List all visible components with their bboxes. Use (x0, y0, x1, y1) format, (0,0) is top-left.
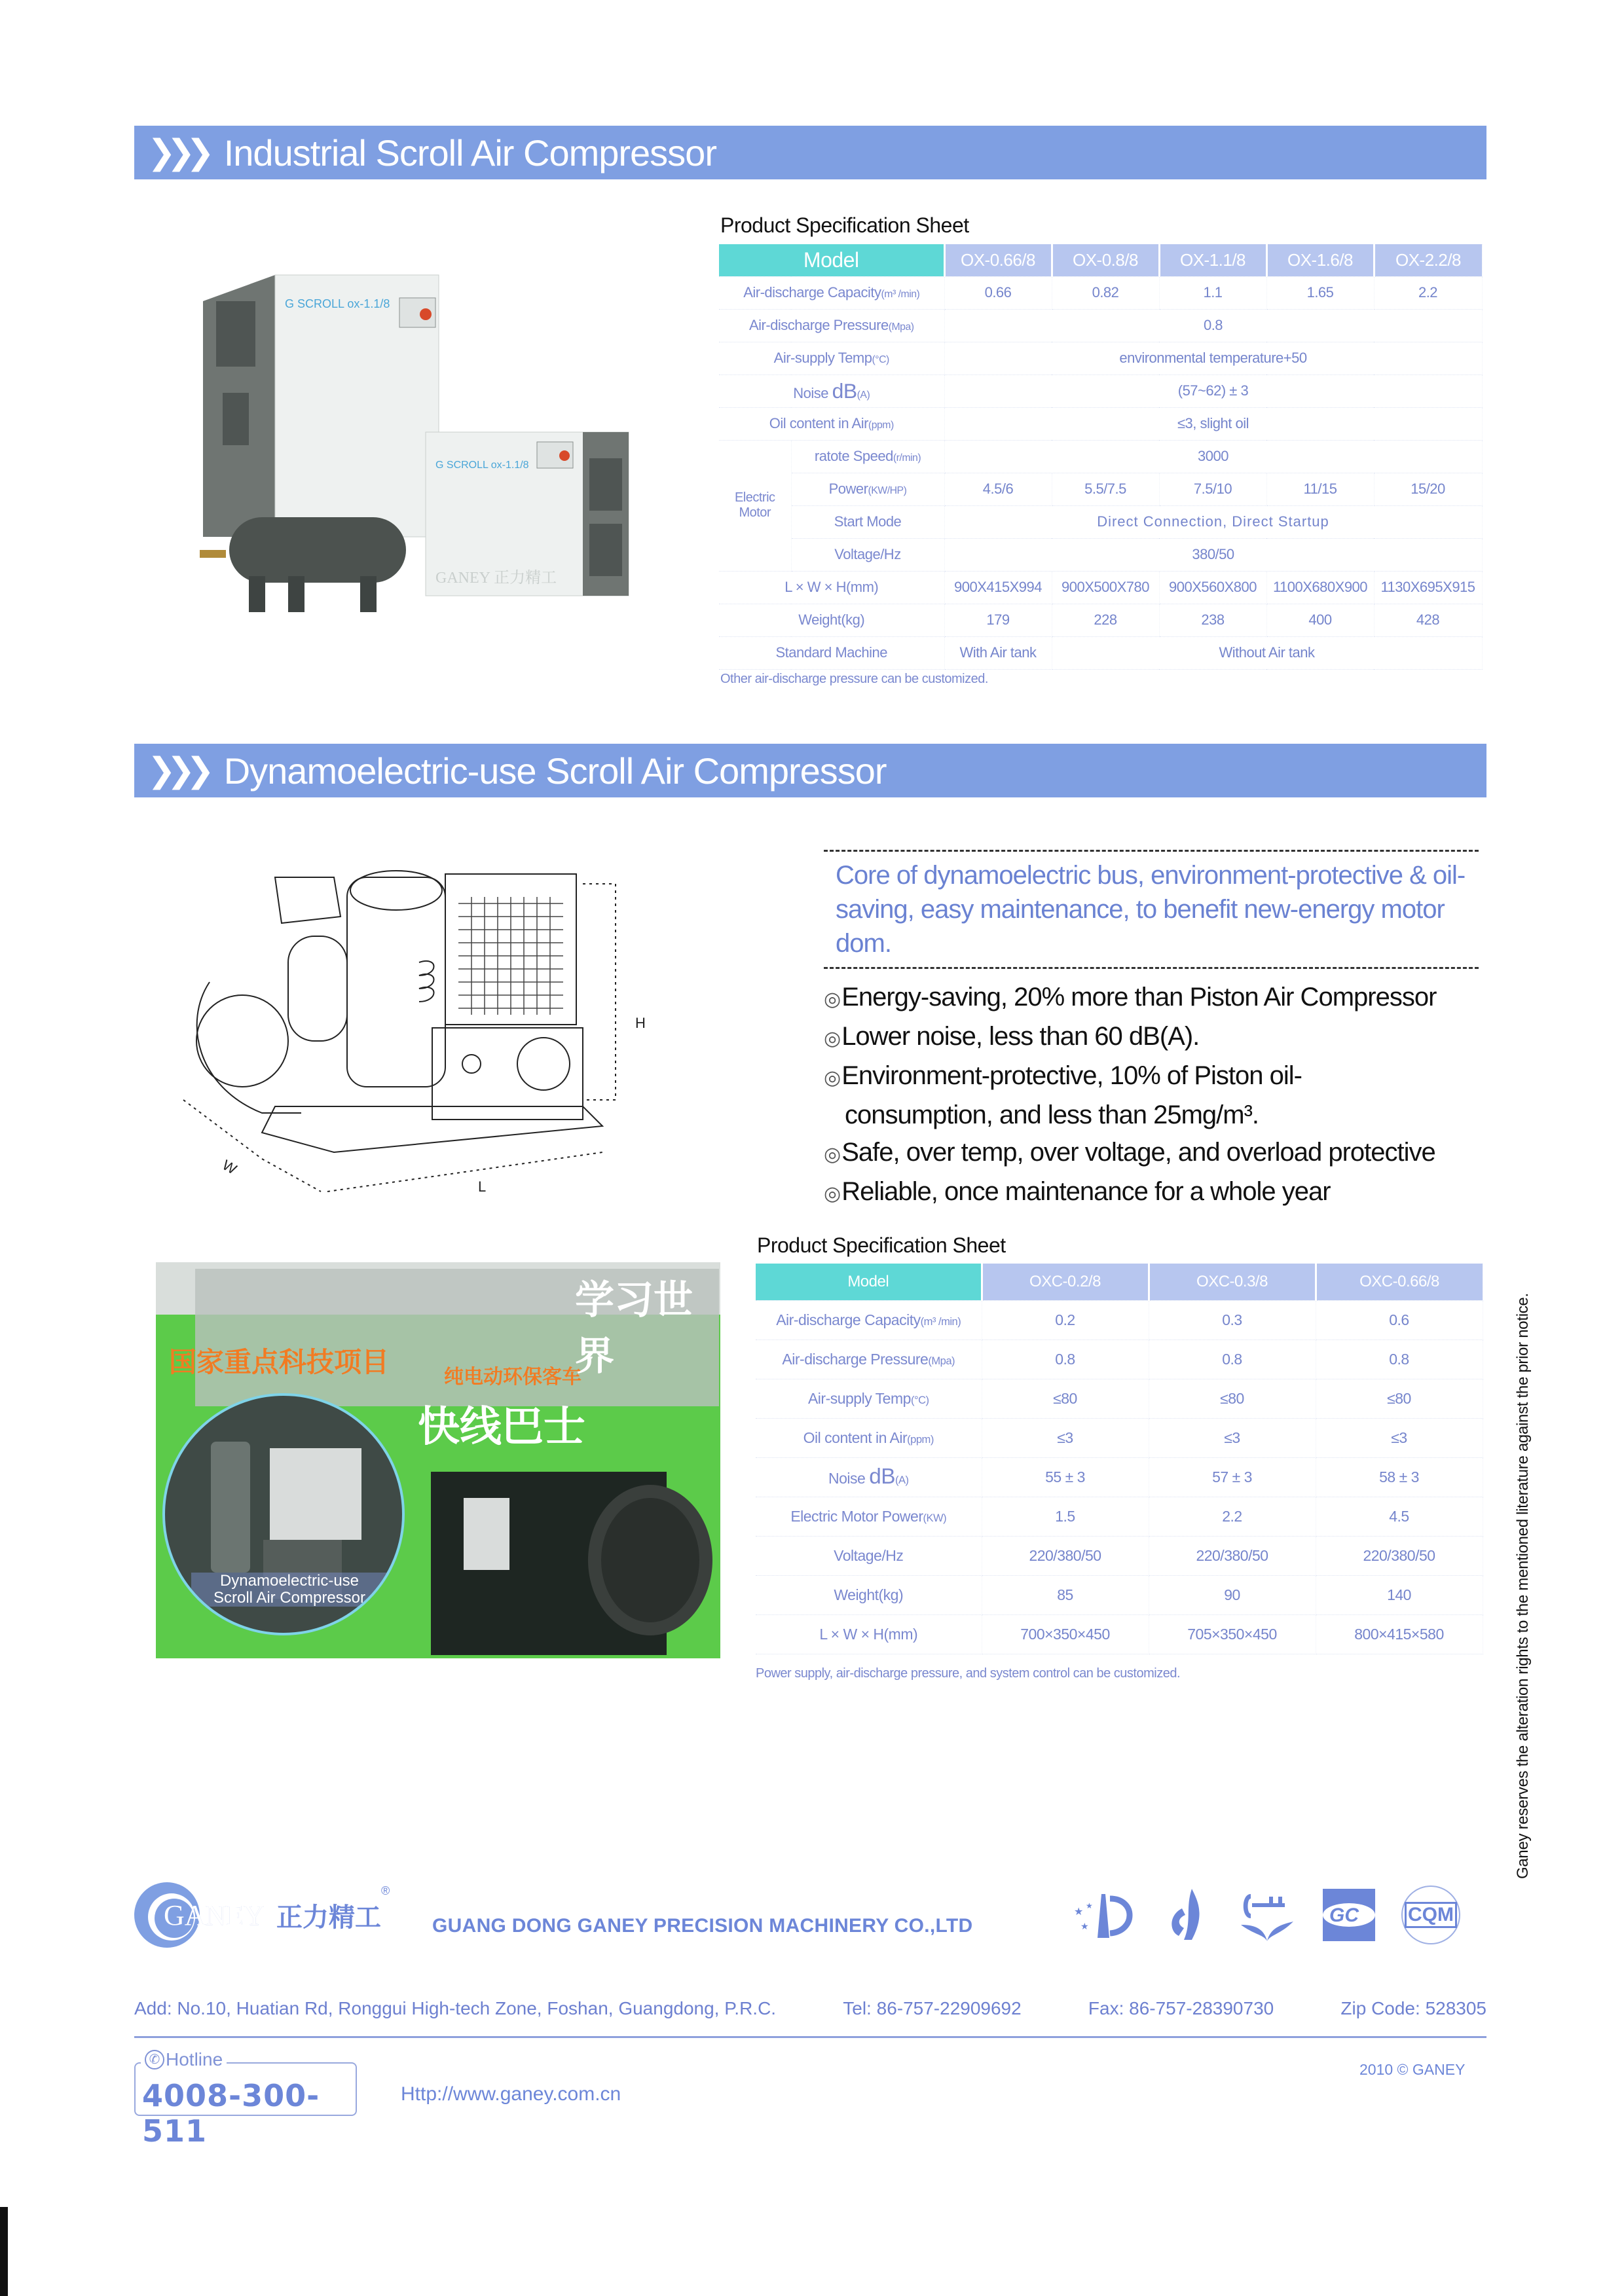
ganey-logo (131, 1879, 390, 1951)
row-label: Air-discharge Pressure(Mpa) (719, 309, 944, 342)
table-row (719, 604, 1482, 636)
cell: 380/50 (944, 538, 1482, 571)
cell: 705×350×450 (1149, 1614, 1316, 1654)
table-row (756, 1300, 1483, 1339)
triple-chevron-icon: ❯❯❯ (147, 752, 206, 790)
svg-text:GANEY 正力精工: GANEY 正力精工 (435, 570, 557, 587)
triple-chevron-icon: ❯❯❯ (147, 134, 206, 172)
electric-motor-group-label: Electric Motor (719, 440, 791, 571)
bus-text-electric: 纯电动环保客车 (444, 1366, 581, 1389)
spec-sheet-title: Product Specification Sheet (757, 1233, 1006, 1257)
cell: 400 (1266, 604, 1374, 636)
cell: Direct Connection, Direct Startup (944, 505, 1482, 538)
row-label: Weight(kg) (719, 604, 944, 636)
row-label: Noise dB(A) (756, 1457, 982, 1497)
cell: 0.8 (1316, 1339, 1483, 1379)
table-header-row (756, 1264, 1483, 1300)
cell: 11/15 (1266, 473, 1374, 505)
cell: 90 (1149, 1575, 1316, 1614)
cell: 5.5/7.5 (1052, 473, 1159, 505)
cell: 1100X680X900 (1266, 571, 1374, 604)
zoom-inset (162, 1393, 405, 1635)
row-label: Noise dB(A) (719, 374, 944, 407)
hotline-label: Hotline (166, 2049, 223, 2069)
cell: 15/20 (1374, 473, 1482, 505)
svg-text:★: ★ (1074, 1906, 1084, 1918)
cell: 4.5/6 (944, 473, 1052, 505)
footer-divider (134, 2036, 1486, 2038)
table-note: Other air-discharge pressure can be customized. (720, 672, 988, 686)
table-row (719, 473, 1482, 505)
cell: 0.66 (944, 276, 1052, 309)
electric-bus-photo (156, 1262, 720, 1658)
gc-mark-icon: GC (1323, 1889, 1375, 1941)
cell: ≤80 (1149, 1379, 1316, 1418)
double-circle-bullet-icon: ◎ (824, 989, 841, 1010)
svg-text:★: ★ (1086, 1901, 1093, 1910)
table-row (756, 1418, 1483, 1457)
section-header-industrial (134, 126, 1486, 179)
cell: ≤3 (1316, 1418, 1483, 1457)
double-circle-bullet-icon: ◎ (824, 1067, 841, 1089)
scan-edge-artifact (0, 2207, 8, 2296)
hotline-box (134, 2049, 357, 2149)
cell: 2.2 (1374, 276, 1482, 309)
row-label: Voltage/Hz (791, 538, 944, 571)
cell: 7.5/10 (1159, 473, 1266, 505)
cell: 220/380/50 (1149, 1536, 1316, 1575)
cell: 0.8 (1149, 1339, 1316, 1379)
model-col: OXC-0.66/8 (1316, 1264, 1483, 1300)
hotline-number[interactable]: 4008-300-511 (142, 2078, 320, 2149)
cell: environmental temperature+50 (944, 342, 1482, 374)
svg-text:★: ★ (1080, 1921, 1089, 1931)
row-label: Air-discharge Capacity(m³ /min) (719, 276, 944, 309)
cell: 0.8 (944, 309, 1482, 342)
copyright: 2010 © GANEY (1359, 2061, 1466, 2078)
row-label: Oil content in Air(ppm) (756, 1418, 982, 1457)
certification-logos (1074, 1886, 1460, 1944)
cell: 0.82 (1052, 276, 1159, 309)
cell: 57 ± 3 (1149, 1457, 1316, 1497)
row-label: Air-discharge Capacity(m³ /min) (756, 1300, 982, 1339)
double-circle-bullet-icon: ◎ (824, 1144, 841, 1165)
cqm-icon: CQM (1401, 1886, 1460, 1944)
table-header-row (719, 244, 1482, 276)
cell: 140 (1316, 1575, 1483, 1614)
table-row (756, 1457, 1483, 1497)
feature-item: ◎Energy-saving, 20% more than Piston Air Compressor (824, 983, 1437, 1011)
china-quality-mark-icon (1074, 1889, 1139, 1941)
cell: 0.6 (1316, 1300, 1483, 1339)
table-row (719, 636, 1482, 669)
table-note: Power supply, air-discharge pressure, and system control can be customized. (756, 1666, 1180, 1681)
row-label: L × W × H(mm) (756, 1614, 982, 1654)
table-row (756, 1497, 1483, 1536)
table-row (756, 1575, 1483, 1614)
dynamoelectric-spec-table (756, 1264, 1483, 1654)
cell: 220/380/50 (982, 1536, 1149, 1575)
feature-item: ◎Reliable, once maintenance for a whole year (824, 1177, 1331, 1206)
cell: 1130X695X915 (1374, 571, 1482, 604)
bus-text-brt: 快线巴士 (418, 1403, 585, 1451)
table-row (719, 374, 1482, 407)
model-col: OXC-0.3/8 (1149, 1264, 1316, 1300)
cell: ≤3 (1149, 1418, 1316, 1457)
cell: 900X560X800 (1159, 571, 1266, 604)
cell: (57~62) ± 3 (944, 374, 1482, 407)
svg-text:G SCROLL ox-1.1/8: G SCROLL ox-1.1/8 (285, 297, 390, 310)
model-header: Model (719, 244, 944, 276)
table-row (719, 505, 1482, 538)
model-header: Model (756, 1264, 982, 1300)
cell: 1.5 (982, 1497, 1149, 1536)
cell: 238 (1159, 604, 1266, 636)
feature-item: ◎Lower noise, less than 60 dB(A). (824, 1022, 1200, 1051)
company-name: GUANG DONG GANEY PRECISION MACHINERY CO.,LTD (432, 1915, 973, 1937)
website-link[interactable]: Http://www.ganey.com.cn (401, 2083, 621, 2105)
phone-icon: ✆ (145, 2050, 164, 2069)
table-row (756, 1379, 1483, 1418)
table-row (719, 571, 1482, 604)
cell: 58 ± 3 (1316, 1457, 1483, 1497)
table-row (719, 342, 1482, 374)
model-col: OX-0.8/8 (1052, 244, 1159, 276)
cell: ≤80 (982, 1379, 1149, 1418)
double-circle-bullet-icon: ◎ (824, 1183, 841, 1205)
row-label: Weight(kg) (756, 1575, 982, 1614)
zip-code: Zip Code: 528305 (1340, 1998, 1486, 2018)
cell: Without Air tank (1052, 636, 1482, 669)
cell: 4.5 (1316, 1497, 1483, 1536)
cell: 900X415X994 (944, 571, 1052, 604)
cell: 0.8 (982, 1339, 1149, 1379)
model-col: OXC-0.2/8 (982, 1264, 1149, 1300)
cell: 220/380/50 (1316, 1536, 1483, 1575)
feature-item: ◎Safe, over temp, over voltage, and overload protective (824, 1138, 1435, 1167)
bus-text-project: 国家重点科技项目 (169, 1346, 390, 1378)
table-row (756, 1339, 1483, 1379)
cell: 0.2 (982, 1300, 1149, 1339)
ctp-icon (1166, 1889, 1211, 1941)
section-title: Industrial Scroll Air Compressor (223, 132, 716, 173)
table-row (756, 1536, 1483, 1575)
table-row (719, 407, 1482, 440)
section-header-dynamoelectric (134, 744, 1486, 797)
industrial-spec-table (719, 244, 1483, 670)
row-label: Power(KW/HP) (791, 473, 944, 505)
cell: With Air tank (944, 636, 1052, 669)
table-row (719, 276, 1482, 309)
cell: 1.65 (1266, 276, 1374, 309)
row-label: Electric Motor Power(KW) (756, 1497, 982, 1536)
cell: 900X500X780 (1052, 571, 1159, 604)
table-row (719, 309, 1482, 342)
cell: ≤3 (982, 1418, 1149, 1457)
registered-mark: ® (380, 1884, 390, 1897)
row-label: L × W × H(mm) (719, 571, 944, 604)
cell: 1.1 (1159, 276, 1266, 309)
cell: 2.2 (1149, 1497, 1316, 1536)
model-col: OX-1.1/8 (1159, 244, 1266, 276)
diagram-label-h: H (635, 1015, 646, 1031)
row-label: Air-discharge Pressure(Mpa) (756, 1339, 982, 1379)
double-circle-bullet-icon: ◎ (824, 1028, 841, 1049)
contact-info-row (134, 1998, 1486, 2019)
feature-item: ◎Environment-protective, 10% of Piston oil- (824, 1061, 1302, 1090)
diagram-label-l: L (478, 1178, 487, 1195)
cell: ≤3, slight oil (944, 407, 1482, 440)
model-col: OX-0.66/8 (944, 244, 1052, 276)
feature-item-continuation: consumption, and less than 25mg/m³. (845, 1101, 1259, 1129)
telephone: Tel: 86-757-22909692 (843, 1998, 1022, 2018)
address: Add: No.10, Huatian Rd, Ronggui High-tech Zone, Foshan, Guangdong, P.R.C. (134, 1998, 777, 2018)
row-label: Standard Machine (719, 636, 944, 669)
cell: 428 (1374, 604, 1482, 636)
cell: 55 ± 3 (982, 1457, 1149, 1497)
spec-sheet-title: Product Specification Sheet (720, 213, 969, 237)
row-label: Start Mode (791, 505, 944, 538)
bus-text-top: 学习世界 (575, 1277, 693, 1379)
section-title: Dynamoelectric-use Scroll Air Compressor (223, 750, 887, 792)
row-label: ratote Speed(r/min) (791, 440, 944, 473)
fax: Fax: 86-757-28390730 (1088, 1998, 1274, 2018)
model-col: OX-2.2/8 (1374, 244, 1482, 276)
dynamoelectric-intro: Core of dynamoelectric bus, environment-protective & oil-saving, easy maintenance, to benefit new-energy motor dom. (824, 850, 1479, 969)
cell: 228 (1052, 604, 1159, 636)
compressor-line-drawing (170, 851, 668, 1218)
key-mark-icon (1238, 1889, 1297, 1941)
table-row (719, 538, 1482, 571)
svg-text:G SCROLL ox-1.1/8: G SCROLL ox-1.1/8 (435, 460, 529, 471)
feature-list (824, 979, 1492, 1212)
table-row (756, 1614, 1483, 1654)
row-label: Air-supply Temp(°C) (756, 1379, 982, 1418)
alteration-rights-note: Ganey reserves the alteration rights to the mentioned literature against the prior notice. (1514, 1293, 1532, 1879)
model-col: OX-1.6/8 (1266, 244, 1374, 276)
logo-cn: 正力精工 (276, 1902, 381, 1933)
cell: 85 (982, 1575, 1149, 1614)
cell: 179 (944, 604, 1052, 636)
logo-text: GANEY (164, 1899, 265, 1931)
inset-caption: Dynamoelectric-use Scroll Air Compressor (191, 1573, 388, 1607)
cell: 3000 (944, 440, 1482, 473)
diagram-label-w: W (219, 1156, 240, 1178)
row-label: Voltage/Hz (756, 1536, 982, 1575)
row-label: Oil content in Air(ppm) (719, 407, 944, 440)
cell: 700×350×450 (982, 1614, 1149, 1654)
cell: 0.3 (1149, 1300, 1316, 1339)
cell: 800×415×580 (1316, 1614, 1483, 1654)
cell: ≤80 (1316, 1379, 1483, 1418)
row-label: Air-supply Temp(°C) (719, 342, 944, 374)
table-row (719, 440, 1482, 473)
industrial-compressor-photo (190, 262, 648, 629)
